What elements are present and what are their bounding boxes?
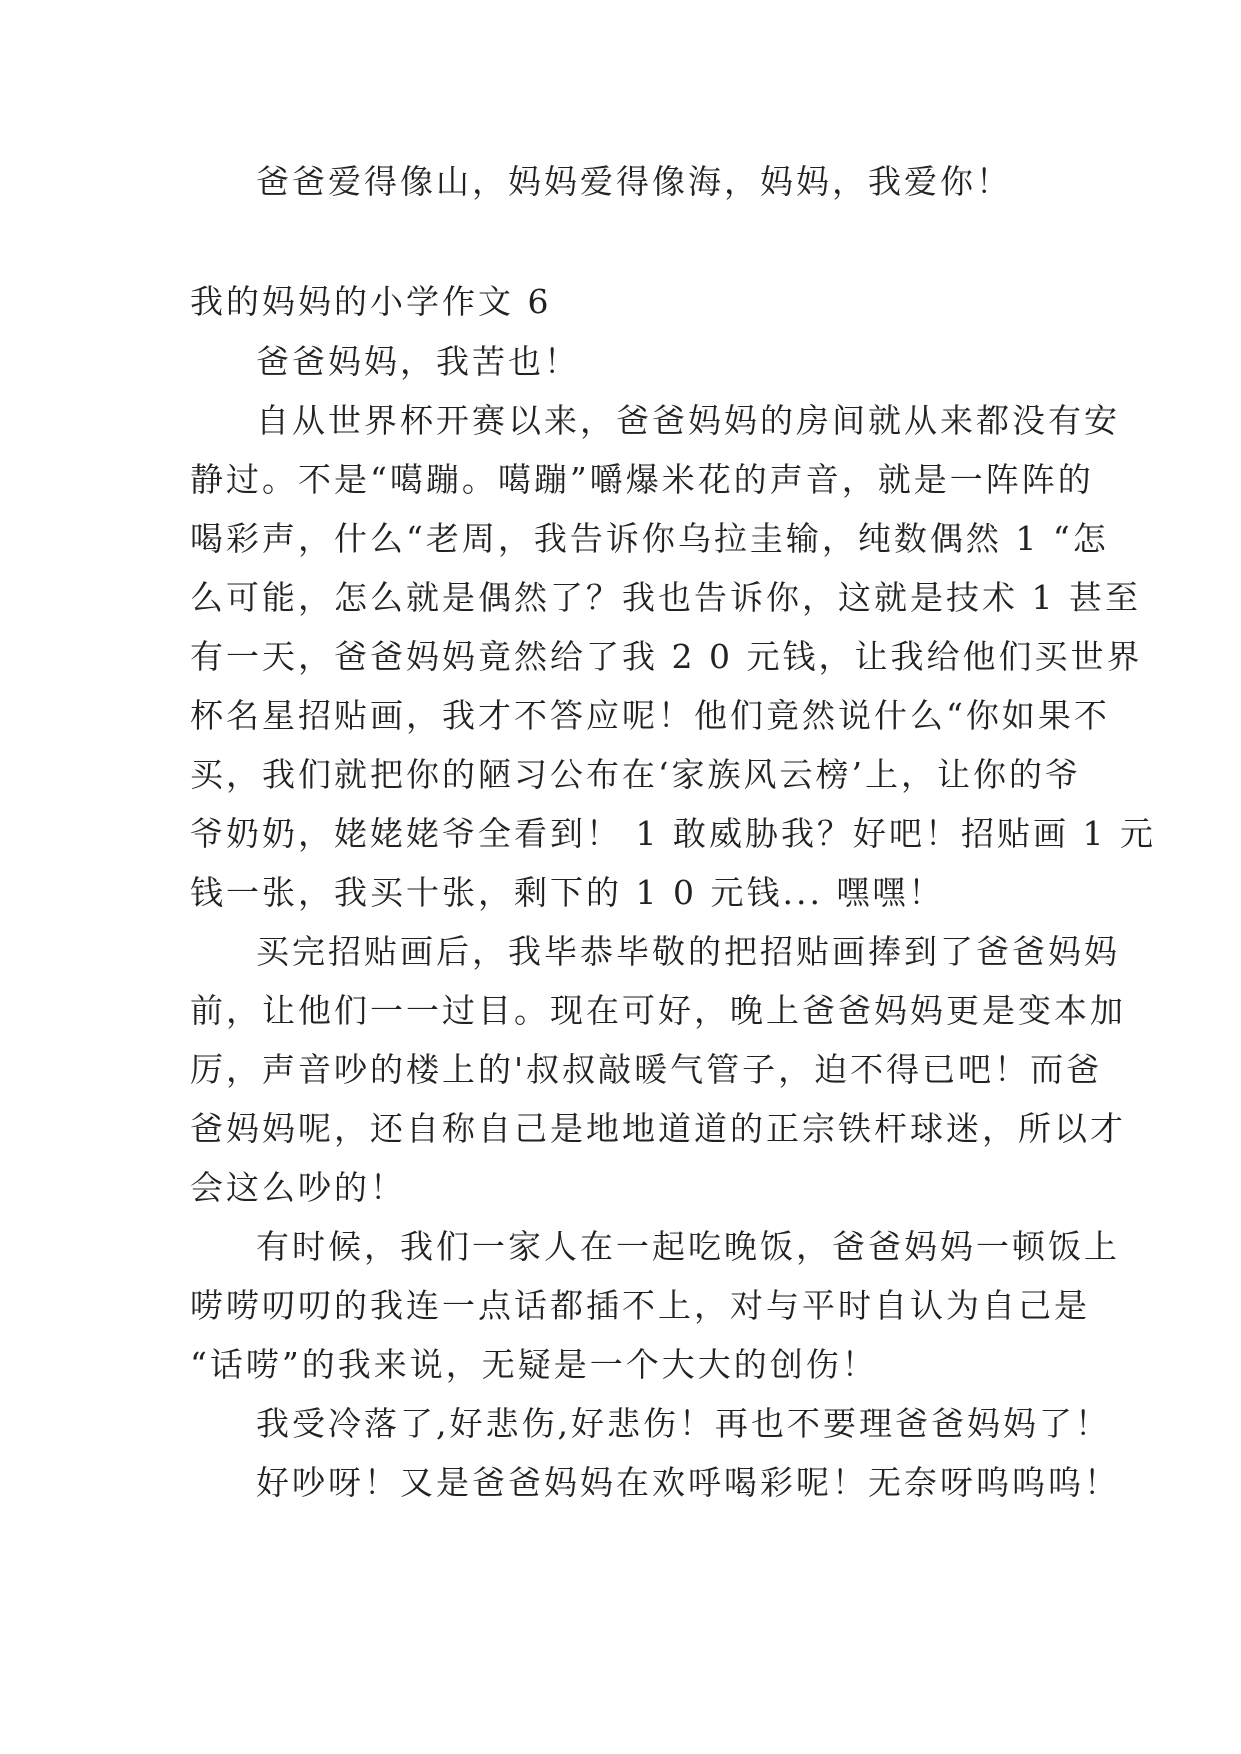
paragraph-line: 前，让他们一一过目。现在可好，晚上爸爸妈妈更是变本加 <box>190 991 1126 1030</box>
paragraph-line: 厉，声音吵的楼上的'叔叔敲暖气管子，迫不得已吧！而爸 <box>190 1050 1103 1089</box>
paragraph-line: 有一天，爸爸妈妈竟然给了我 2 0 元钱，让我给他们买世界 <box>190 637 1143 676</box>
section-title: 我的妈妈的小学作文 6 <box>190 282 552 321</box>
paragraph-line: 自从世界杯开赛以来，爸爸妈妈的房间就从来都没有安 <box>256 401 1120 440</box>
paragraph-line: 好吵呀！又是爸爸妈妈在欢呼喝彩呢！无奈呀呜呜呜！ <box>256 1463 1120 1502</box>
paragraph-line: 钱一张，我买十张，剩下的 1 0 元钱... 嘿嘿！ <box>190 873 945 912</box>
paragraph-line: 会这么吵的！ <box>190 1168 406 1207</box>
paragraph-line: 唠唠叨叨的我连一点话都插不上，对与平时自认为自己是 <box>190 1286 1090 1325</box>
paragraph-line: 静过。不是“噶蹦。噶蹦”嚼爆米花的声音，就是一阵阵的 <box>190 460 1094 499</box>
paragraph-line: 爸爸妈妈，我苦也！ <box>256 342 580 381</box>
paragraph-line: 么可能，怎么就是偶然了？我也告诉你，这就是技术 1 甚至 <box>190 578 1141 617</box>
paragraph-line: 爷奶奶，姥姥姥爷全看到！ 1 敢威胁我？好吧！招贴画 1 元 <box>190 814 1156 853</box>
paragraph-line: 买，我们就把你的陋习公布在‘家族风云榜’上，让你的爷 <box>190 755 1081 794</box>
paragraph-line: “话唠”的我来说，无疑是一个大大的创伤！ <box>190 1345 878 1384</box>
paragraph-line: 爸妈妈呢，还自称自己是地地道道的正宗铁杆球迷，所以才 <box>190 1109 1126 1148</box>
paragraph-line: 有时候，我们一家人在一起吃晚饭，爸爸妈妈一顿饭上 <box>256 1227 1120 1266</box>
paragraph-line: 喝彩声，什么“老周，我告诉你乌拉圭输，纯数偶然 1 “怎 <box>190 519 1109 558</box>
paragraph-closing-line: 爸爸爱得像山，妈妈爱得像海，妈妈，我爱你！ <box>256 162 1012 201</box>
paragraph-line: 杯名星招贴画，我才不答应呢！他们竟然说什么“你如果不 <box>190 696 1110 735</box>
paragraph-line: 我受冷落了,好悲伤,好悲伤！再也不要理爸爸妈妈了！ <box>256 1404 1111 1443</box>
paragraph-line: 买完招贴画后，我毕恭毕敬的把招贴画捧到了爸爸妈妈 <box>256 932 1120 971</box>
